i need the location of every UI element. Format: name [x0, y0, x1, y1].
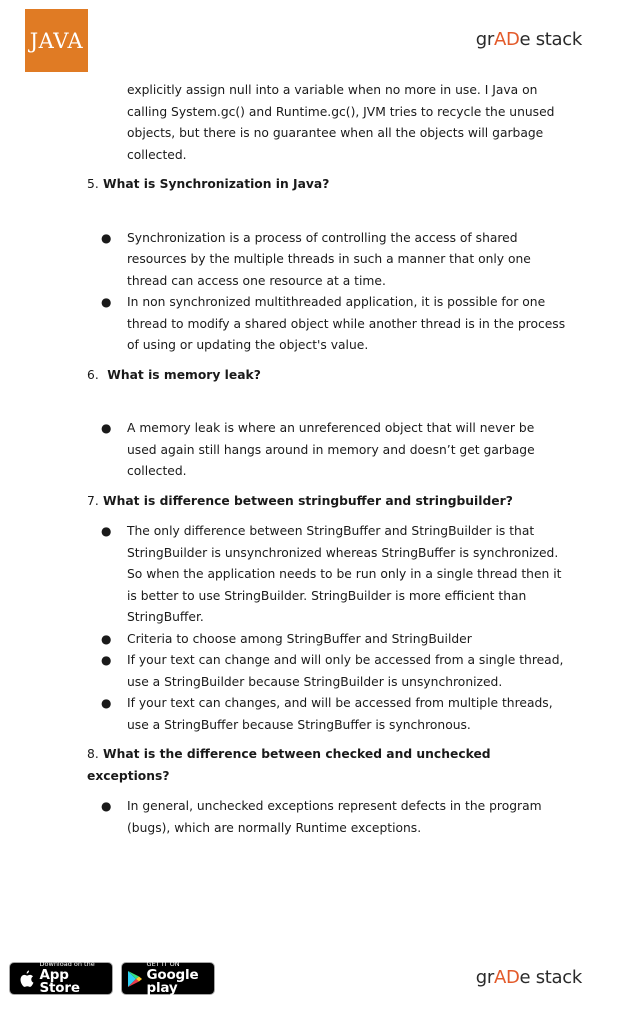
question-6-bullets — [87, 418, 567, 483]
java-logo — [25, 9, 88, 72]
java-logo-text: JAVA — [29, 28, 84, 53]
brand-part-accent: AD — [493, 967, 520, 988]
list-item: ● A memory leak is where an unreferenced object that will never be used again still hangs around in memory and doesn’t get garbage collected. — [87, 418, 567, 483]
google-play-button[interactable] — [121, 962, 215, 995]
question-5-bullets — [87, 228, 567, 357]
bullet-icon: ● — [101, 524, 112, 538]
app-store-small-text: Download on the — [39, 960, 95, 969]
app-store-button[interactable] — [9, 962, 113, 995]
continuation-paragraph — [87, 80, 567, 166]
brand-part-2: e stack — [519, 29, 582, 50]
bullet-icon: ● — [101, 631, 112, 646]
bullet-icon: ● — [101, 421, 112, 435]
google-play-small-text: GET IT ON — [146, 960, 180, 969]
question-8-bullets — [87, 796, 567, 839]
google-play-icon — [126, 970, 145, 988]
list-item: ● If your text can change and will only be accessed from a single thread, use a StringBuilder because StringBuilder is unsynchronized. — [87, 650, 567, 693]
brand-part-accent: AD — [493, 29, 520, 50]
text-line: objects, but there is no guarantee when all the objects will garbage — [127, 126, 544, 140]
bullet-icon: ● — [101, 230, 112, 245]
brand-part-1: gr — [475, 967, 494, 988]
bullet-icon: ● — [101, 696, 112, 710]
google-play-label: Google play — [146, 966, 199, 997]
question-5-heading: 5. What is Synchronization in Java? — [87, 177, 330, 191]
bullet-icon: ● — [101, 799, 112, 813]
app-store-label: App Store — [39, 966, 80, 997]
text-line: collected. — [127, 147, 187, 162]
bullet-icon: ● — [101, 295, 112, 309]
brand-part-2: e stack — [519, 967, 582, 988]
question-8-heading: 8. What is the difference between checked and unchecked exceptions? — [87, 747, 491, 783]
list-item: ● In non synchronized multithreaded application, it is possible for one thread to modify a shared object while another thread is in the process of using or updating the object's value. — [87, 292, 567, 357]
text-line: calling System.gc() and Runtime.gc(), JVM tries to recycle the unused — [127, 104, 555, 119]
question-6-heading: 6. What is memory leak? — [87, 367, 261, 382]
gradestack-logo — [476, 29, 582, 50]
document-body — [87, 80, 567, 839]
brand-part-1: gr — [475, 29, 494, 50]
question-7-bullets — [87, 521, 567, 736]
bullet-icon: ● — [101, 653, 112, 667]
gradestack-footer-logo — [476, 967, 582, 988]
list-item: ● If your text can changes, and will be accessed from multiple threads, use a StringBuffer because StringBuffer is synchronous. — [87, 693, 567, 736]
list-item: ● Synchronization is a process of controlling the access of shared resources by the multiple threads in such a manner that only one thread can access one resource at a time. — [87, 228, 567, 293]
apple-icon — [14, 970, 38, 988]
list-item: ● Criteria to choose among StringBuffer and StringBuilder — [87, 629, 567, 651]
text-line: explicitly assign null into a variable when no more in use. I Java on — [127, 83, 538, 97]
question-7-heading: 7. What is difference between stringbuffer and stringbuilder? — [87, 493, 513, 508]
list-item: ● The only difference between StringBuffer and StringBuilder is that StringBuilder is unsynchronized whereas StringBuffer is synchronized. So when the application needs to be run only in a single thread then it is better to use StringBuilder. StringBuilder is more efficient than StringBuffer. — [87, 521, 567, 629]
list-item: ● In general, unchecked exceptions represent defects in the program (bugs), which are normally Runtime exceptions. — [87, 796, 567, 839]
